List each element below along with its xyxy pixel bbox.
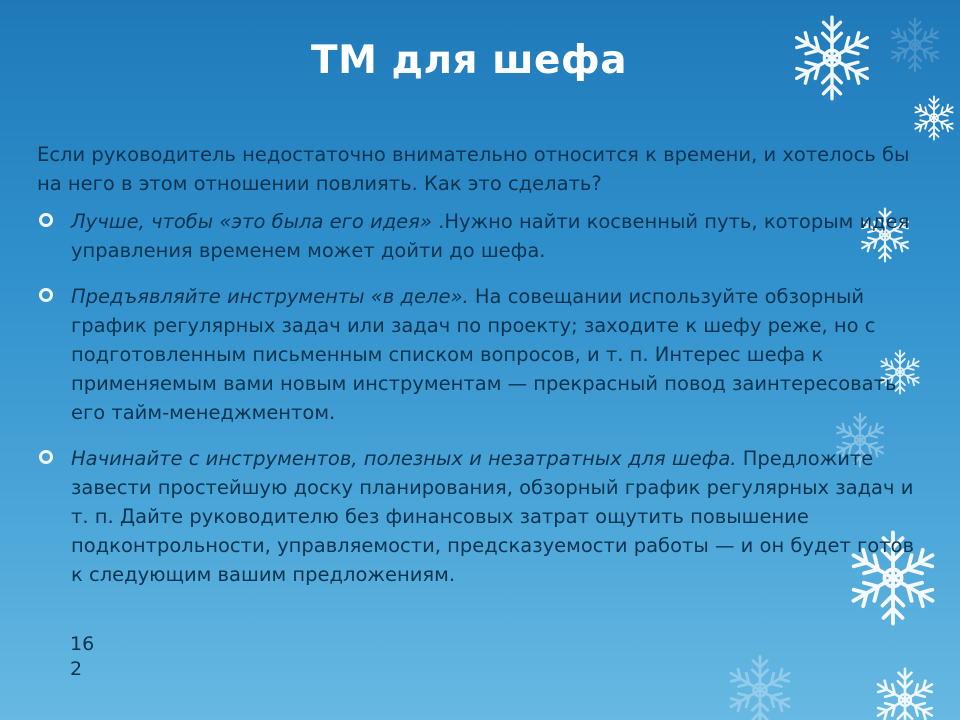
bullet-ring-icon xyxy=(39,288,53,302)
slide-title: ТМ для шефа xyxy=(310,38,628,83)
bullet-emphasis: Предъявляйте инструменты «в деле». xyxy=(71,285,469,308)
snowflake-icon xyxy=(874,669,935,720)
bullet-item xyxy=(37,444,917,589)
bullet-item xyxy=(37,207,917,265)
bullet-ring-icon xyxy=(39,450,53,464)
snowflake-icon xyxy=(727,656,793,720)
bullet-text: Предложите завести простейшую доску планирования, обзорный график регулярных задач и т. п. Дайте руководителю без финансовых затрат ощутить повышение подконтрольности, управляемости, предсказуемости работы — и он будет готов к следующим вашим предложениям. xyxy=(71,447,914,586)
bullet-text: На совещании используйте обзорный график регулярных задач или задач по проекту; заходите к шефу реже, но с подготовленным письменным списком вопросов, и т. п. Интерес шефа к применяемым вами новым инструментам — прекрасный повод заинтересовать его тайм-менеджментом. xyxy=(71,285,897,424)
bullet-list xyxy=(37,207,917,606)
bullet-emphasis: Начинайте с инструментов, полезных и незатратных для шефа. xyxy=(71,447,737,470)
slide-number xyxy=(70,632,94,682)
bullet-text: .Нужно найти косвенный путь, которым идея управления временем может дойти до шефа. xyxy=(71,210,910,262)
intro-text: Если руководитель недостаточно внимательно относится к времени, и хотелось бы на него в этом отношении повлиять. Как это сделать? xyxy=(37,143,910,195)
bullet-emphasis: Лучше, чтобы «это была его идея» xyxy=(71,210,432,233)
bullet-ring-icon xyxy=(39,213,53,227)
slide-number-line: 16 xyxy=(70,633,95,655)
bullet-item xyxy=(37,282,917,427)
slide-number-line: 2 xyxy=(70,658,83,680)
snowflake-icon xyxy=(913,96,955,139)
